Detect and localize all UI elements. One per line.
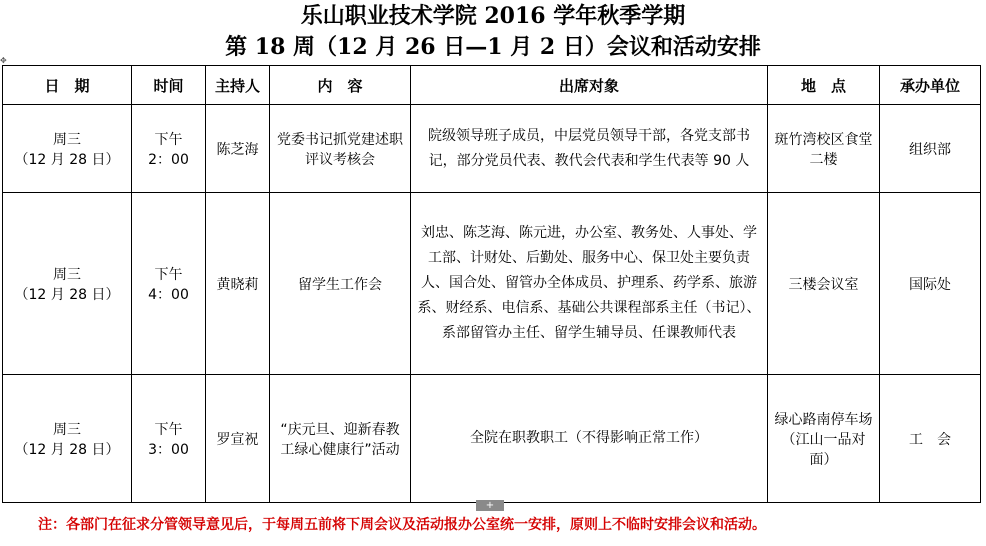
time-clock-text: 3：00	[148, 441, 189, 458]
time-period-text: 下午	[154, 131, 183, 148]
schedule-table	[2, 65, 981, 503]
weekday-text: 周三	[53, 266, 81, 283]
column-header-content: 内 容	[270, 66, 411, 105]
location-cell[interactable]: 三楼会议室	[768, 193, 880, 375]
date-cell[interactable]	[3, 105, 132, 193]
attendees-cell[interactable]: 院级领导班子成员，中层党员领导干部，各党支部书记，部分党员代表、教代会代表和学生代表等 90 人	[411, 105, 768, 193]
time-clock-text: 4：00	[148, 286, 189, 303]
column-header-organizer: 承办单位	[880, 66, 981, 105]
content-cell[interactable]: “庆元旦、迎新春教工绿心健康行”活动	[270, 375, 411, 503]
footer-note: 注：各部门在征求分管领导意见后，于每周五前将下周会议及活动报办公室统一安排，原则上不临时安排会议和活动。	[38, 517, 766, 533]
content-cell[interactable]: 党委书记抓党建述职评议考核会	[270, 105, 411, 193]
table-move-handle[interactable]: ✥	[0, 56, 7, 65]
host-cell[interactable]: 罗宣祝	[206, 375, 270, 503]
column-header-host: 主持人	[206, 66, 270, 105]
attendees-cell[interactable]: 刘忠、陈芝海、陈元进，办公室、教务处、人事处、学工部、计财处、后勤处、服务中心、保卫处主要负责人、国合处、留管办全体成员、护理系、药学系、旅游系、财经系、电信系、基础公共课程部系主任（书记）、系部留管办主任、留学生辅导员、任课教师代表	[411, 193, 768, 375]
organizer-cell[interactable]: 工 会	[880, 375, 981, 503]
time-cell[interactable]	[132, 105, 206, 193]
date-text: （12 月 28 日）	[14, 286, 120, 303]
column-header-date: 日 期	[3, 66, 132, 105]
organizer-cell[interactable]: 国际处	[880, 193, 981, 375]
time-clock-text: 2：00	[148, 151, 189, 168]
column-header-location: 地 点	[768, 66, 880, 105]
date-text: （12 月 28 日）	[14, 441, 120, 458]
time-cell[interactable]	[132, 375, 206, 503]
time-period-text: 下午	[154, 266, 183, 283]
location-cell[interactable]: 斑竹湾校区食堂二楼	[768, 105, 880, 193]
column-header-attendees: 出席对象	[411, 66, 768, 105]
table-row	[3, 105, 981, 193]
attendees-cell[interactable]: 全院在职教职工（不得影响正常工作）	[411, 375, 768, 503]
organizer-cell[interactable]: 组织部	[880, 105, 981, 193]
table-row	[3, 375, 981, 503]
table-row	[3, 193, 981, 375]
content-cell[interactable]: 留学生工作会	[270, 193, 411, 375]
weekday-text: 周三	[53, 421, 81, 438]
column-header-time: 时间	[132, 66, 206, 105]
date-cell[interactable]	[3, 193, 132, 375]
weekday-text: 周三	[53, 131, 81, 148]
date-text: （12 月 28 日）	[14, 151, 120, 168]
host-cell[interactable]: 陈芝海	[206, 105, 270, 193]
host-cell[interactable]: 黄晓莉	[206, 193, 270, 375]
table-header-row	[3, 66, 981, 105]
add-row-button[interactable]: +	[476, 500, 504, 511]
time-cell[interactable]	[132, 193, 206, 375]
document-title-line2: 第 18 周（12 月 26 日—1 月 2 日）会议和活动安排	[225, 34, 761, 60]
document-title-line1: 乐山职业技术学院 2016 学年秋季学期	[300, 3, 686, 29]
time-period-text: 下午	[154, 421, 183, 438]
location-cell[interactable]: 绿心路南停车场（江山一品对面）	[768, 375, 880, 503]
date-cell[interactable]	[3, 375, 132, 503]
